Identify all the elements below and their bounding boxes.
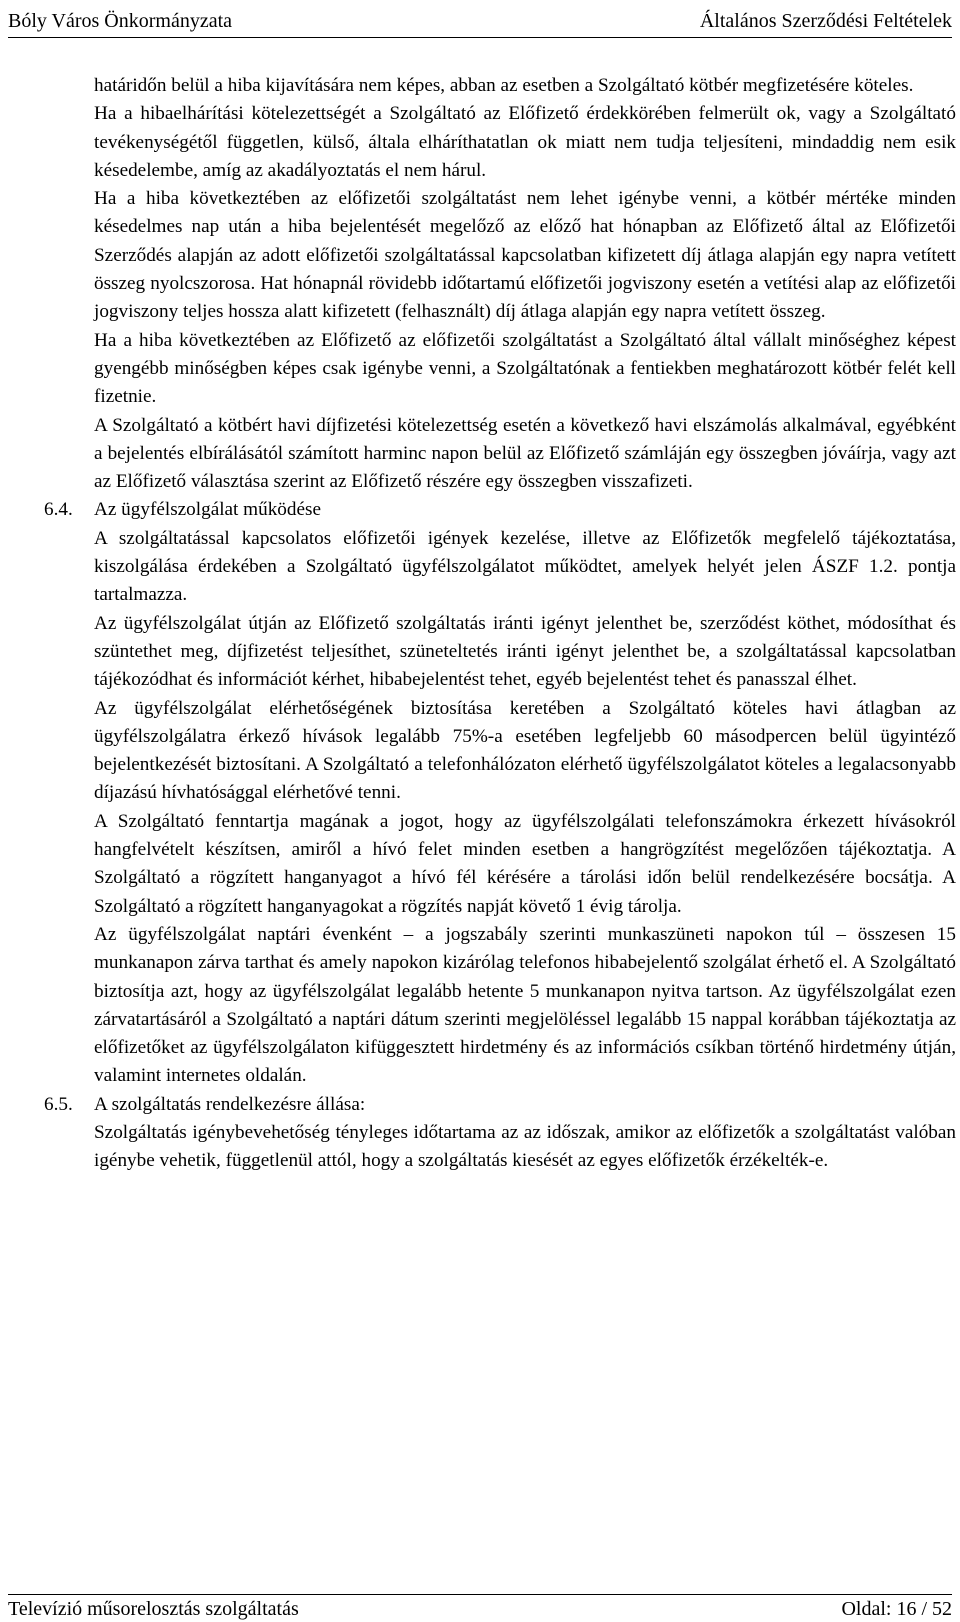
paragraph: Az ügyfélszolgálat útján az Előfizető szolgáltatás iránti igényt jelenthet be, szerződést köthet, módosíthat és szüntethet meg, díjfizetést teljesíthet, szüneteltetés iránti igényt jelenthet be, a szolgáltatással kapcsolatban tájékozódhat és információt kérhet, hibabejelentést tehet, egyéb bejelentést tehet és panasszal élhet. bbox=[94, 612, 956, 691]
section-6-4 bbox=[44, 496, 956, 524]
section-number: 6.4. bbox=[44, 499, 73, 521]
document-body bbox=[44, 72, 956, 1176]
footer-service-name: Televízió műsorelosztás szolgáltatás bbox=[8, 1597, 299, 1620]
header-document-title: Általános Szerződési Feltételek bbox=[699, 10, 952, 32]
section-number: 6.5. bbox=[44, 1093, 73, 1115]
paragraph: Ha a hiba következtében az Előfizető az előfizetői szolgáltatást a Szolgáltató által vállalt minőséghez képest gyengébb minőségben képes csak igénybe venni, a Szolgáltatónak a fentiekben meghatározott kötbér felét kell fizetnie. bbox=[94, 329, 956, 408]
paragraph: Szolgáltatás igénybevehetőség tényleges időtartama az az időszak, amikor az előfizetők a szolgáltatást valóban igénybe vehetik, függetlenül attól, hogy a szolgáltatás kiesését az egyes előfizetők érzékelték-e. bbox=[94, 1121, 956, 1172]
header-organization: Bóly Város Önkormányzata bbox=[8, 10, 233, 32]
paragraph: A Szolgáltató fenntartja magának a jogot, hogy az ügyfélszolgálati telefonszámokra érkezett hívásokról hangfelvételt készítsen, amiről a hívó felet minden esetben a hangrögzítést megelőzően tájékoztatja. A Szolgáltató a rögzített hanganyagot a hívó fél kérésére a tárolási időn belül rendelkezésére bocsátja. A Szolgáltató a rögzített hanganyagokat a rögzítés napját követő 1 évig tárolja. bbox=[94, 810, 956, 917]
paragraph: Az ügyfélszolgálat naptári évenként – a jogszabály szerinti munkaszüneti napokon túl – összesen 15 munkanapon zárva tarthat és amely napokon kizárólag telefonos hibabejelentő szolgálat érhető el. A Szolgáltató biztosítja azt, hogy az ügyfélszolgálat legalább hetente 5 munkanapon nyitva tartson. Az ügyfélszolgálat ezen zárvatartásáról a Szolgáltató a naptári dátum szerinti megjelöléssel legalább 15 nappal korábban tájékoztatja az előfizetőket az ügyfélszolgálaton kifüggesztett hirdetmény és az információs csíkban történő hirdetmény útján, valamint internetes oldalán. bbox=[94, 923, 956, 1087]
paragraph: Ha a hiba következtében az előfizetői szolgáltatást nem lehet igénybe venni, a kötbér mértéke minden késedelmes nap után a hiba bejelentését megelőző az előző hat hónapban az Előfizető által az Előfizetői Szerződés alapján az adott előfizetői szolgáltatással kapcsolatban kifizetett díj átlaga alapján egy napra vetített összeg nyolcszorosa. Hat hónapnál rövidebb időtartamú előfizetői jogviszony esetén a vetítési alap az előfizetői jogviszony teljes hossza alatt kifizetett (felhasznált) díj átlaga alapján egy napra vetített összeg. bbox=[94, 188, 956, 323]
section-title: A szolgáltatás rendelkezésre állása: bbox=[94, 1093, 366, 1115]
paragraph: A szolgáltatással kapcsolatos előfizetői igények kezelése, illetve az Előfizetők megfelelő tájékoztatása, kiszolgálása érdekében a Szolgáltató ügyfélszolgálatot működtet, amelyek helyét jelen ÁSZF 1.2. pontja tartalmazza. bbox=[94, 527, 956, 606]
paragraph: határidőn belül a hiba kijavítására nem képes, abban az esetben a Szolgáltató kötbér megfizetésére köteles. bbox=[94, 75, 914, 96]
paragraph: Ha a hibaelhárítási kötelezettségét a Szolgáltató az Előfizető érdekkörében felmerült ok, vagy a Szolgáltató tevékenységétől független, külső, általa elháríthatatlan ok miatt nem tudja teljesíteni, mindaddig nem esik késedelembe, amíg az akadályoztatás el nem hárul. bbox=[94, 103, 956, 181]
page-number: Oldal: 16 / 52 bbox=[841, 1597, 952, 1620]
page-footer bbox=[8, 1594, 952, 1622]
section-title: Az ügyfélszolgálat működése bbox=[94, 499, 321, 521]
section-6-5 bbox=[44, 1091, 956, 1119]
paragraph: Az ügyfélszolgálat elérhetőségének biztosítása keretében a Szolgáltató köteles havi átlagban az ügyfélszolgálatra érkező hívások legalább 75%-a esetében legfeljebb 60 másodpercen belül ügyintéző bejelentkezését biztosítani. A Szolgáltató a telefonhálózaton elérhető ügyfélszolgálatot köteles a legalacsonyabb díjazású hívhatósággal elérhetővé tenni. bbox=[94, 697, 956, 804]
paragraph: A Szolgáltató a kötbért havi díjfizetési kötelezettség esetén a következő havi elszámolás alkalmával, egyébként a bejelentés elbírálásától számított harminc napon belül az Előfizető számláján egy összegben jóváírja, vagy azt az Előfizető választása szerint az Előfizető részére egy összegben visszafizeti. bbox=[94, 414, 956, 493]
page-header bbox=[8, 0, 952, 38]
